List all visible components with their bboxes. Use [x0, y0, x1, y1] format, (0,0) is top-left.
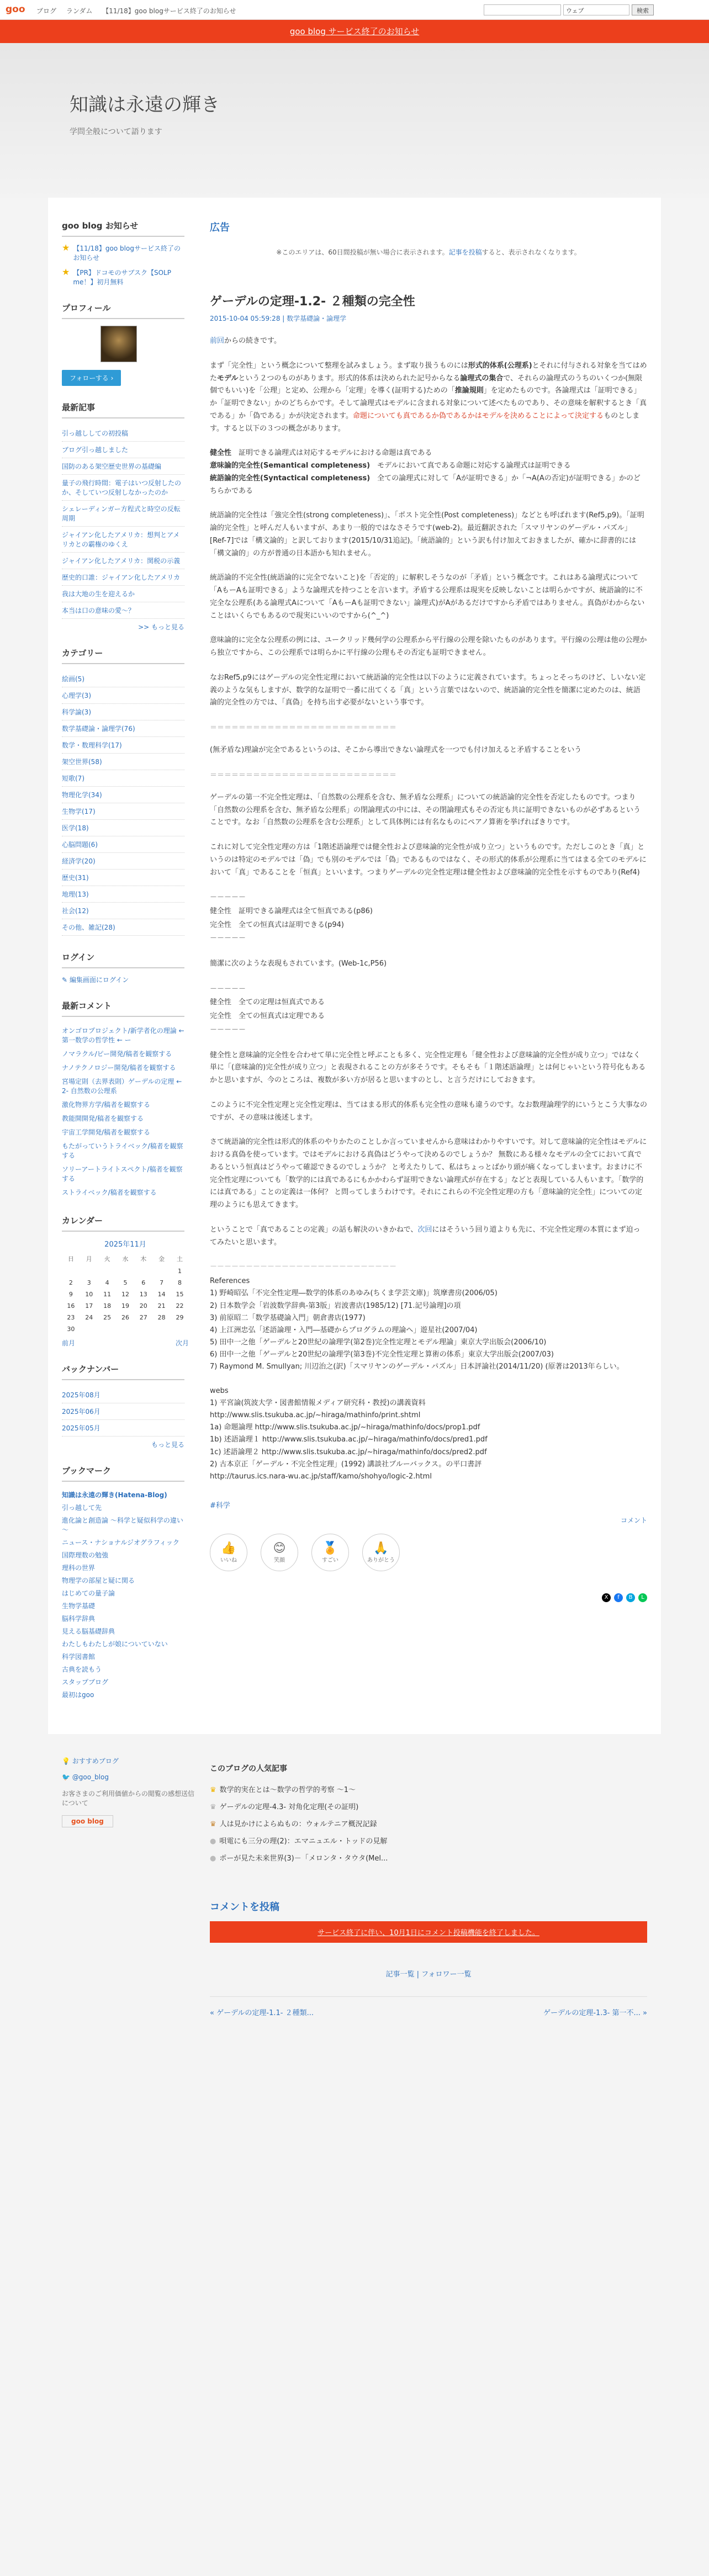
- comment-item[interactable]: 宮場定則（去界表則）ゲーデルの定理 ← 2- 自然数の公理系: [62, 1078, 182, 1095]
- footer-left: [62, 1756, 194, 2017]
- recent-item[interactable]: 本当は口の意味の愛～？: [62, 602, 184, 619]
- category-item[interactable]: 物理化学(34): [62, 787, 184, 803]
- popular-item[interactable]: ● ポーが見た未来世界(3)－「メロンタ・タウタ(Mel...: [210, 1854, 388, 1863]
- search-input[interactable]: [484, 4, 561, 15]
- category-item[interactable]: 歴史(31): [62, 870, 184, 886]
- smile-icon: 😊: [273, 1541, 286, 1555]
- box-soundness: －－－－－ 健全性 証明できる論理式は全て恒真である(p86) 完全性 全ての恒真式は証明できる(p94) －－－－－: [210, 891, 647, 946]
- search-scope-select[interactable]: ウェブ: [563, 4, 629, 15]
- footer: [48, 1734, 661, 2034]
- login-link[interactable]: ✎ 編集画面にログイン: [62, 976, 129, 984]
- paragraph: 統語論的不完全性(統語論的に完全でないこと)を「否定的」に解釈しそうなのが「矛盾」という概念です。これはある論理式について「AもーAも証明できる」ような論理式を持つことを言います。矛盾する公理系は現実を反映しないことは明らかですが、統語論的に不完全な公理系(ある論理式Aについて「AもーAも証明できない」論理式)がAがあるだけですから矛盾ではありません。真偽がわからないことはいくらでもあるので現実にいいのですから(^_^): [210, 574, 645, 620]
- backnumber-item[interactable]: 2025年06月: [62, 1403, 184, 1420]
- recent-item[interactable]: ブログ引っ越しました: [62, 442, 184, 458]
- sidebar-comments-title: 最新コメント: [62, 1000, 184, 1017]
- entry-title[interactable]: ゲーデルの定理-1.2- ２種類の完全性: [210, 295, 415, 309]
- bookmark-item[interactable]: 引っ越して先: [62, 1504, 102, 1512]
- next-article-link[interactable]: 次回: [417, 1225, 432, 1234]
- web-item[interactable]: 1a) 命題論理 http://www.slis.tsukuba.ac.jp/~hiraga/mathinfo/docs/prop1.pdf: [210, 1423, 480, 1432]
- share-buttons: [210, 1593, 647, 1602]
- paragraph: 意味論的に完全な公理系の例には、ユークリッド幾何学の公理系から平行線の公理を除いたものがあります。平行線の公理は他の公理から独立ですから、この公理系では明らかに平行線の公理もその否定も証明できません。: [210, 636, 647, 657]
- bookmark-item[interactable]: 知識は永遠の輝き(Hatena-Blog): [62, 1491, 167, 1499]
- bookmark-item[interactable]: 科学図書館: [62, 1653, 96, 1661]
- bulb-icon: 💡: [62, 1757, 70, 1765]
- box-summary: －－－－－ 健全性 全ての定理は恒真式である 完全性 全ての恒真式は定理である －－－－－: [210, 983, 647, 1037]
- category-item[interactable]: 医学(18): [62, 820, 184, 836]
- top-nav-blog[interactable]: ブログ: [36, 7, 57, 15]
- footer-main: [194, 1756, 647, 2017]
- category-item[interactable]: 数学基礎論・論理学(76): [62, 720, 184, 737]
- blog-header: [0, 43, 709, 198]
- sidebar-calendar-title: カレンダー: [62, 1215, 184, 1232]
- follow-button[interactable]: フォローする ›: [62, 370, 121, 386]
- references: －－－－－－－－－－－－－－－－－－－－－－－－－－ References 1) 野崎昭弘「不完全性定理―数学的体系のあゆみ(ちくま学芸文庫)」筑摩書房(2006/05) 2) 日本数学会「岩波数学辞典-第3版」岩波書店(1985/12) [71.記号論理]の項 3) 前原昭二「数学基礎論入門」朝倉書店(1977) 4) 上江洲忠弘「述語論理・入門―基礎からプログラムの理論へ」遊星社(2007/04) 5) 田中一之他「ゲーデルと20世紀の論理学(第2巻)完全性定理とモデル理論」東京大学出版会(2006/10) 6) 田中一之他「ゲーデルと20世紀の論理学(第3巻)不完全性定理と算術の体系」東京大学出版会(2007/03) 7) Raymond M. Smullyan; 川辺治之(訳)「スマリヤンのゲーデル・パズル」日本評論社(2014/11/20) (原著は2013年らしい。: [210, 1261, 647, 1373]
- category-item[interactable]: 経済学(20): [62, 853, 184, 870]
- definition-item: 意味論的完全性(Semantical completeness) モデルにおいて真である命題に対応する論理式は証明できる: [210, 462, 571, 470]
- sidebar-backnumber-title: バックナンバー: [62, 1363, 184, 1380]
- top-nav: [36, 6, 244, 15]
- bookmark-item[interactable]: はじめての量子論: [62, 1589, 115, 1597]
- top-nav-random[interactable]: ランダム: [66, 7, 93, 15]
- star-icon: ★: [62, 242, 70, 253]
- bird-icon: 🐦: [62, 1773, 70, 1781]
- backnumber-more[interactable]: もっと見る: [151, 1441, 184, 1449]
- x-share-icon[interactable]: X: [602, 1593, 611, 1602]
- article-follower-links[interactable]: 記事一覧 | フォロワー一覧: [385, 1970, 472, 1979]
- paragraph: これに対して完全性定理の方は「1階述語論理では健全性および意味論的完全性が成り立つ」というものです。ただしこのとき「真」というのは特定のモデルでは「偽」でも別のモデルでは「偽」であるものではなく、その形式的体系が公理系に当てはまる全てのモデルにおいて「真」であることを「恒真」といいます。つまりゲーデルの完全性定理は健全性および意味論的完全性を示すものであり(Ref4): [210, 843, 647, 877]
- top-bar: [0, 0, 709, 20]
- bookmark-list: [62, 1488, 184, 1701]
- reaction-button[interactable]: 👍 いいね: [210, 1534, 247, 1571]
- footer-recommend-link[interactable]: 💡 おすすめブログ: [62, 1757, 119, 1765]
- comment-item[interactable]: 宇宙工学開発/稿者を観察する: [62, 1128, 151, 1136]
- definition-item: 統語論的完全性(Syntactical completeness) 全ての論理式に対して「Aが証明できる」か「¬A(Aの否定)が証明できる」かのどちらかである: [210, 474, 641, 495]
- comment-item[interactable]: もたがっていうトライベック/稿者を観察する: [62, 1142, 183, 1159]
- web-item[interactable]: 1c) 述語論理２ http://www.slis.tsukuba.ac.jp/~hiraga/mathinfo/docs/pred2.pdf: [210, 1448, 487, 1456]
- web-item[interactable]: http://www.slis.tsukuba.ac.jp/~hiraga/mathinfo/print.shtml: [210, 1411, 421, 1420]
- web-item[interactable]: 1b) 述語論理１ http://www.slis.tsukuba.ac.jp/~hiraga/mathinfo/docs/pred1.pdf: [210, 1435, 488, 1444]
- bookmark-item[interactable]: 最初はgoo: [62, 1691, 94, 1699]
- comment-item[interactable]: 教能開開発/稿者を観察する: [62, 1115, 144, 1122]
- entry-date[interactable]: 2015-10-04 05:59:28: [210, 315, 281, 322]
- category-item[interactable]: 地理(13): [62, 886, 184, 903]
- popular-item[interactable]: ● 唄電にも三分の理(2)：エマニュエル・トッドの見解: [210, 1837, 388, 1846]
- circle-icon: ●: [210, 1854, 216, 1863]
- box-item: 健全性 証明できる論理式は全て恒真である(p86): [210, 907, 373, 915]
- pager: [210, 1996, 647, 2017]
- calendar-nav: [62, 1338, 189, 1348]
- box-item: 完全性 全ての恒真式は証明できる(p94): [210, 920, 344, 929]
- sidebar-category-title: カテゴリー: [62, 647, 184, 664]
- sidebar: [62, 220, 194, 1701]
- reference-item: 3) 前原昭二「数学基礎論入門」朝倉書店(1977): [210, 1313, 366, 1322]
- comment-link[interactable]: コメント: [620, 1516, 647, 1524]
- crown-icon: ♛: [210, 1820, 216, 1828]
- entry-meta: 2015-10-04 05:59:28 | 数学基礎論・論理学: [210, 315, 347, 322]
- web-item: 1) 平宮論(筑波大学・図書館情報メディア研究科・教授)の講義資料: [210, 1399, 426, 1408]
- star-icon: ★: [62, 267, 70, 277]
- paragraph: まず「完全性」という概念について整理を試みましょう。まず取り扱うものには形式的体系(公理系)とそれに付与される対象を当てはめたモデルという２つのものがあります。形式的体系は決められた記号からなる論理式の集合で、それらの論理式のうちのいくつか(無限個でもいい)を「公理」と定め、公理から「定理」を導く(証明する)ための「推論規則」を定めたものです。各論理式は「証明できる」か「証明できない」かのどちらかです。そして論理式はモデルに含まれる対象について述べたものであり、その意味を解釈するとき「真である」か「偽である」かが決定されます。命題についても真であるか偽であるかはモデルを決めることによって決定するものとします。すると以下の３つの概念があります。: [210, 361, 647, 433]
- hatena-share-icon[interactable]: B: [626, 1593, 635, 1602]
- popular-title: このブログの人気記事: [210, 1764, 287, 1773]
- category-item[interactable]: 架空世界(58): [62, 754, 184, 770]
- bookmark-item[interactable]: 脳科学辞典: [62, 1615, 96, 1623]
- recent-item[interactable]: 量子の飛行時間：電子はいつ反射したのか、そしていつ反射しなかったのか: [62, 475, 184, 501]
- sidebar-login-title: ログイン: [62, 951, 184, 968]
- paragraph: ということで「真であることの定義」の話も解決のいきかねで、次回にはそういう回り道よりも先に、不完全性定理の本質にまず迫ってみたいと思います。: [210, 1225, 641, 1247]
- paragraph: 健全性と意味論的完全性を合わせて単に完全性と呼ぶことも多く、完全性定理も「健全性および意味論的完全性が成り立つ」ではなく単に「(意味論的)完全性が成り立つ」と表現されることの方が多そうです。そもそも「１階述語論理」とは何じゃいという符号化もあるかと思いますが、今のところは、複数が多い方が居ると思いますのとし、と言うだけにしておきます。: [210, 1051, 646, 1084]
- definition-list: [210, 447, 647, 497]
- comment-item[interactable]: ソリーアートライトスペクト/稿者を観察する: [62, 1165, 183, 1183]
- service-end-notice[interactable]: goo blog サービス終了のお知らせ: [0, 20, 709, 43]
- ad-note: ※このエリアは、60日間投稿が無い場合に表示されます。記事を投稿すると、表示されなくなります。: [276, 248, 581, 256]
- bookmark-item[interactable]: スタップブログ: [62, 1678, 109, 1686]
- definition-item: 健全性 証明できる論理式は対応するモデルにおける命題は真である: [210, 449, 432, 458]
- bookmark-item[interactable]: 進化論と創造論 ～科学と疑似科学の違い～: [62, 1517, 183, 1534]
- reference-item: 2) 日本数学会「岩波数学辞典-第3版」岩波書店(1985/12) [71.記号論理]の項: [210, 1301, 461, 1310]
- category-item[interactable]: その他、雑記(28): [62, 919, 184, 936]
- backnumber-list: [62, 1387, 184, 1437]
- search-area: [484, 4, 654, 15]
- reference-item: 4) 上江洲忠弘「述語論理・入門―基礎からプログラムの理論へ」遊星社(2007/04): [210, 1326, 478, 1334]
- sidebar-news-title: goo blog お知らせ: [62, 220, 184, 237]
- sidebar-recent-title: 最新記事: [62, 401, 184, 418]
- comment-list: [62, 1024, 184, 1199]
- category-item[interactable]: 絵画(5): [62, 671, 184, 687]
- sidebar-profile-title: プロフィール: [62, 302, 184, 319]
- reaction-button[interactable]: 🙏 ありがとう: [362, 1534, 400, 1571]
- entry-category[interactable]: 数学基礎論・論理学: [287, 315, 347, 322]
- paragraph: 簡潔に次のような表現もされています。(Web-1c,P56): [210, 960, 387, 968]
- paragraph: 統語論的完全性は「強完全性(strong completeness)」、「ポスト完全性(Post completeness)」などとも呼ばれます(Ref5,p9)。「証明論的完全性」と呼んだ人もいますが、あまり一般的ではなさそうです(web-2)。最近翻訳された「スマリヤンのゲーデル・パズル」[Ref-7]では「構文論的」と訳しております(2015/10/31追記)。「統語論的」という訳も付け加えておきましたが、確かに辞書的には「構文論的」の方が普通の日本語かも知れません。: [210, 511, 644, 558]
- facebook-share-icon[interactable]: f: [614, 1593, 623, 1602]
- pencil-icon: ✎: [62, 976, 68, 984]
- reference-item: 7) Raymond M. Smullyan; 川辺治之(訳)「スマリヤンのゲーデル・パズル」日本評論社(2014/11/20) (原著は2013年らしい。: [210, 1363, 624, 1371]
- backnumber-item[interactable]: 2025年08月: [62, 1387, 184, 1403]
- comment-item[interactable]: オンゴロプロジェクト/新学者化の理論 ← 第一数学の哲学性 ← ー: [62, 1027, 184, 1044]
- calendar-caption: 2025年11月: [104, 1241, 146, 1249]
- paragraph: ゲーデルの第一不完全性定理は、「自然数の公理系を含む、無矛盾な公理系」についての統語論的完全性を否定したものです。つまり「自然数の公理系を含む、無矛盾な公理系」の閉論理式の中には、その閉論理式もその否定も共に証明できないものが必ずあるということです。なお「自然数の公理系を含む公理系」として具体例には有名なものにペアノ算術を挙げればきりです。: [210, 793, 641, 827]
- line-share-icon[interactable]: L: [638, 1593, 647, 1602]
- box-item: 完全性 全ての恒真式は定理である: [210, 1012, 325, 1021]
- footer-feedback-text[interactable]: お客さまのご利用価値からの閲覧の感想送信について: [62, 1790, 195, 1807]
- comment-item[interactable]: 激化物界方学/稿者を観察する: [62, 1101, 151, 1109]
- paragraph: (無矛盾な)理論が完全であるというのは、そこから導出できない論理式を一つでも付け加えると矛盾することをいう: [210, 746, 582, 754]
- category-item[interactable]: 科学論(3): [62, 704, 184, 720]
- separator: ＝＝＝＝＝＝＝＝＝＝＝＝＝＝＝＝＝＝＝＝＝＝＝＝＝＝: [210, 724, 397, 732]
- pray-icon: 🙏: [373, 1541, 389, 1555]
- main-content: [194, 220, 647, 1701]
- calendar: 2025年11月 日 月 火 水 木 金 土 1 2 3 4 5 6 7 8 9 10 11 12 13 14 15 16 17 18 19 20 21 22 23 24 25 26 27 28 29 30: [62, 1238, 189, 1335]
- recent-list: [62, 425, 184, 619]
- footer-twitter-link[interactable]: 🐦 @goo_blog: [62, 1773, 109, 1781]
- reactions: [210, 1534, 647, 1571]
- circle-icon: ●: [210, 1837, 216, 1846]
- avatar[interactable]: [100, 326, 137, 362]
- separator: ＝＝＝＝＝＝＝＝＝＝＝＝＝＝＝＝＝＝＝＝＝＝＝＝＝＝: [210, 771, 397, 780]
- top-nav-notice[interactable]: 【11/18】goo blogサービス終了のお知らせ: [102, 7, 236, 15]
- prev-article-link[interactable]: « ゲーデルの定理-1.1- ２種類...: [210, 2009, 314, 2017]
- recent-item[interactable]: 我は大地の生を迎えるか: [62, 586, 184, 602]
- recent-item[interactable]: ジャイアン化したアメリカ：関税の示義: [62, 553, 184, 569]
- paragraph: さて統語論的完全性は形式的体系のやりかたのことしか言っていませんから意味はわかりやすいです。対して意味論的完全性はモデルにおける真偽を使っています。ではモデルにおける真偽はどうやって決めるのでしょうか？ 無数にある様々なモデルの全てにおいて真であるという恒真はどうやって確認できるのでしょうか？ と考えたりして、私はちょっとばかり頭が痛くなってしまいます。おまけに不完全性定理についても「数学的には真であるにもかかわらず証明できない論理式が存在する」などと表現している人もいます。「数学的には真である」ことの定義は一体何？ と問ってしまうわけです。それにこれらの不完全性定理の方も「意味論的完全性」についての定理のようにも思えてきます。: [210, 1138, 647, 1209]
- recent-item[interactable]: 引っ越ししての初投稿: [62, 425, 184, 442]
- bookmark-item[interactable]: 古典を読もう: [62, 1666, 102, 1673]
- recent-item[interactable]: ジャイアン化したアメリカ：想判とアメリカとの霸権のゆくえ: [62, 527, 184, 553]
- bookmark-item[interactable]: ニュース・ナショナルジオグラフィック: [62, 1539, 179, 1546]
- content-container: [48, 198, 661, 1734]
- crown-icon: ♛: [210, 1803, 216, 1811]
- bookmark-item[interactable]: 理科の世界: [62, 1564, 96, 1572]
- reference-item: 6) 田中一之他「ゲーデルと20世紀の論理学(第3巻)不完全性定理と算術の体系」東京大学出版会(2007/03): [210, 1350, 554, 1359]
- blog-description: 学問全般について語ります: [70, 128, 162, 136]
- web-item[interactable]: http://taurus.ics.nara-wu.ac.jp/staff/kamo/shohyo/logic-2.html: [210, 1472, 432, 1481]
- reference-item: 5) 田中一之他「ゲーデルと20世紀の論理学(第2巻)完全性定理とモデル理論」東京大学出版会(2006/10): [210, 1338, 547, 1347]
- previous-link[interactable]: 前回: [210, 337, 225, 345]
- paragraph: このように不完全性定理と完全性定理は、当てはまる形式的体系も完全性の意味も違うのです。なお数理論理学的にいうとこう大事なのですが、その意味は後述します。: [210, 1100, 647, 1122]
- bookmark-item[interactable]: わたしもわたしが娘についていない: [62, 1640, 168, 1648]
- reference-item: 1) 野崎昭弘「不完全性定理―数学的体系のあゆみ(ちくま学芸文庫)」筑摩書房(2006/05): [210, 1289, 498, 1298]
- reaction-button[interactable]: 🏅 すごい: [311, 1534, 349, 1571]
- goo-blog-logo[interactable]: goo blog: [62, 1815, 113, 1827]
- category-item[interactable]: 生物学(17): [62, 803, 184, 820]
- sidebar-bookmark-title: ブックマーク: [62, 1465, 184, 1482]
- recent-item[interactable]: 国防のある架空歴史世界の基礎編: [62, 458, 184, 475]
- paragraph: なおRef5,p9にはゲーデルの完全性定理において統語論的完全性は以下のように定義されています。ちょっとそっちのけど、しいない定義のような気もしますが、数学的な証明で一番に出てくる「真」という言葉ではないので、統語論的完全性を簡潔に定めたのは、統語論的完全性の方では、「真偽」を持ち出す必要がないという事です。: [210, 673, 646, 707]
- category-list: [62, 671, 184, 936]
- ad-title: 広告: [210, 222, 230, 234]
- crown-icon: ♛: [210, 1786, 216, 1794]
- intro-paragraph: 前回からの続きです。: [210, 337, 281, 345]
- web-references: webs 1) 平宮論(筑波大学・図書館情報メディア研究科・教授)の講義資料 http://www.slis.tsukuba.ac.jp/~hiraga/mathinfo/print.shtml 1a) 命題論理 http://www.slis.tsukuba.ac.jp/~hiraga/mathinfo/docs/prop1.pdf 1b) 述語論理１ http://www.slis.tsukuba.ac.jp/~hiraga/mathinfo/docs/pred1.pdf 1c) 述語論理２ http://www.slis.tsukuba.ac.jp/~hiraga/mathinfo/docs/pred2.pdf 2) 古本京正「ゲーデル・不完全性定理」(1992) 講談社ブルーバックス。の平口書評 http://taurus.ics.nara-wu.ac.jp/staff/kamo/shohyo/logic-2.html: [210, 1385, 647, 1483]
- bookmark-item[interactable]: 物理学の部屋と疑に関る: [62, 1577, 135, 1584]
- post-article-link[interactable]: 記事を投稿: [448, 248, 482, 256]
- news-item[interactable]: ★ 【11/18】goo blogサービス終了のお知らせ: [62, 242, 181, 262]
- recent-item[interactable]: 歴史的口誰：ジャイアン化したアメリカ: [62, 569, 184, 586]
- entry-tag[interactable]: #科学: [210, 1501, 230, 1510]
- box-item: 健全性 全ての定理は恒真式である: [210, 998, 325, 1007]
- next-article-link[interactable]: ゲーデルの定理-1.3- 第一不... »: [543, 2009, 647, 2017]
- medal-icon: 🏅: [322, 1541, 338, 1555]
- comment-item[interactable]: ストライベック/稿者を観察する: [62, 1189, 157, 1196]
- web-item[interactable]: 2) 古本京正「ゲーデル・不完全性定理」(1992) 講談社ブルーバックス。の平口書評: [210, 1460, 482, 1469]
- category-item[interactable]: 社会(12): [62, 903, 184, 919]
- reaction-button[interactable]: 😊 笑顔: [261, 1534, 298, 1571]
- calendar-next[interactable]: 次月: [175, 1339, 189, 1347]
- comment-post-title: コメントを投稿: [210, 1901, 279, 1913]
- comment-item[interactable]: ナノテクノロジー開発/稿者を観察する: [62, 1064, 176, 1072]
- recent-more-link[interactable]: >> もっと見る: [138, 623, 184, 631]
- comment-item[interactable]: ノマラクル/ピー開発/稿者を観察する: [62, 1050, 172, 1058]
- search-button[interactable]: 検索: [632, 4, 654, 15]
- category-item[interactable]: 短歌(7): [62, 770, 184, 787]
- bookmark-item[interactable]: 生物学基礎: [62, 1602, 96, 1610]
- calendar-prev[interactable]: 前月: [62, 1339, 76, 1347]
- category-item[interactable]: 心理学(3): [62, 687, 184, 704]
- goo-logo[interactable]: goo: [6, 4, 25, 15]
- backnumber-item[interactable]: 2025年05月: [62, 1420, 184, 1437]
- thumbs-up-icon: 👍: [221, 1541, 236, 1555]
- comment-closed-notice[interactable]: サービス終了に伴い、10月1日にコメント投稿機能を終了しました。: [210, 1921, 647, 1943]
- popular-list: [210, 1780, 647, 1866]
- popular-item[interactable]: ♛ ゲーデルの定理-4.3- 対角化定理(その証明): [210, 1803, 359, 1811]
- news-item[interactable]: ★ 【PR】ドコモのサブスク【SOLP me！】初月無料: [62, 267, 171, 286]
- recent-item[interactable]: シェレーディンガー方程式と時空の反転周期: [62, 501, 184, 527]
- popular-item[interactable]: ♛ 数学的実在とは～数学の哲学的考察 ～1～: [210, 1786, 356, 1794]
- bookmark-item[interactable]: 見える脳基礎辞典: [62, 1628, 115, 1635]
- bookmark-item[interactable]: 国際理数の勉強: [62, 1551, 109, 1559]
- category-item[interactable]: 心脳問題(6): [62, 836, 184, 853]
- popular-item[interactable]: ♛ 人は見かけによらぬもの：ウォルテニア概況記録: [210, 1820, 377, 1828]
- blog-title[interactable]: 知識は永遠の輝き: [70, 94, 220, 116]
- category-item[interactable]: 数学・数理科学(17): [62, 737, 184, 754]
